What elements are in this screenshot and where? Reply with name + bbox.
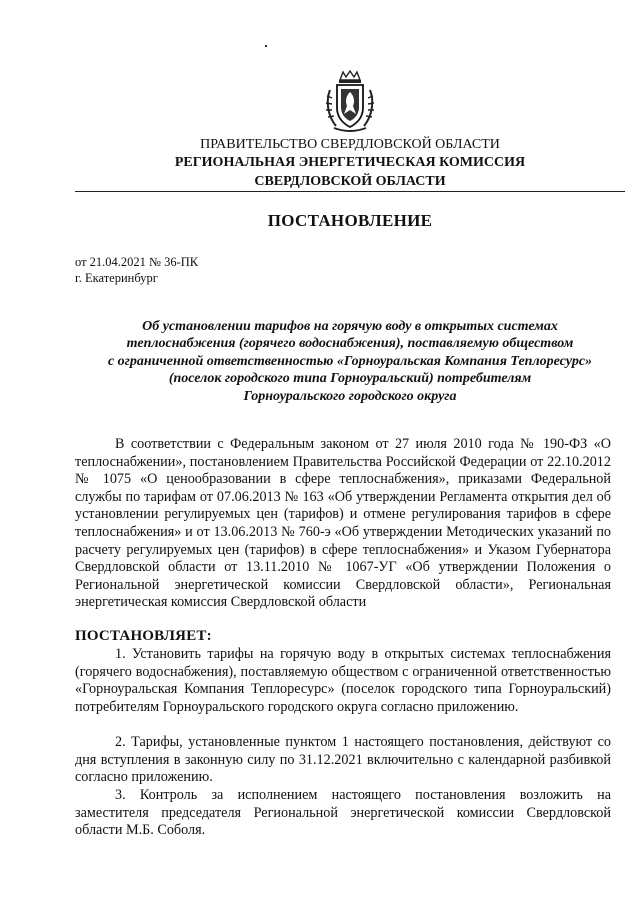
document-date-number: от 21.04.2021 № 36-ПК [75, 255, 199, 269]
document-city: г. Екатеринбург [75, 271, 158, 285]
document-subject [75, 318, 625, 405]
coat-of-arms-icon [324, 70, 376, 134]
subject-line: теплоснабжения (горячего водоснабжения), поставляемую обществом [126, 336, 574, 352]
org-name-government: ПРАВИТЕЛЬСТВО СВЕРДЛОВСКОЙ ОБЛАСТИ [200, 137, 500, 152]
decree-item-3: 3. Контроль за исполнением настоящего постановления возложить на заместителя председателя Региональной энергетической комиссии Свердловской области М.Б. Соболя. [75, 787, 611, 839]
org-name-region: СВЕРДЛОВСКОЙ ОБЛАСТИ [254, 174, 446, 189]
subject-line: (поселок городского типа Горноуральский) потребителям [168, 371, 532, 387]
document-type-title: ПОСТАНОВЛЕНИЕ [267, 211, 433, 230]
org-name-commission: РЕГИОНАЛЬНАЯ ЭНЕРГЕТИЧЕСКАЯ КОМИССИЯ [174, 155, 526, 170]
preamble-paragraph: В соответствии с Федеральным законом от 27 июля 2010 года № 190-ФЗ «О теплоснабжении», постановлением Правительства Российской Федерации от 22.10.2012 № 1075 «О ценообразовании в сфере теплоснабжения», приказами Федеральной службы по тарифам от 07.06.2013 № 163 «Об утверждении Регламента открытия дел об установлении регулируемых цен (тарифов) и отмене регулирования тарифов в сфере теплоснабжения» и от 13.06.2013 № 760-э «Об утверждении Методических указаний по расчету регулируемых цен (тарифов) в сфере теплоснабжения» и Указом Губернатора Свердловской области от 13.11.2010 № 1067-УГ «Об утверждении Положения о Региональной энергетической комиссии Свердловской области», Региональная энергетическая комиссия Свердловской области [75, 436, 611, 611]
subject-line: Горноуральского городского округа [243, 388, 457, 404]
decree-item-2: 2. Тарифы, установленные пунктом 1 настоящего постановления, действуют со дня вступления в законную силу по 31.12.2021 включительно с календарной разбивкой согласно приложению. [75, 734, 611, 786]
subject-line: с ограниченной ответственностью «Горноуральская Компания Теплоресурс» [107, 353, 593, 369]
decree-item-1: 1. Установить тарифы на горячую воду в открытых системах теплоснабжения (горячего водоснабжения), поставляемую обществом с ограниченной ответственностью «Горноуральская Компания Теплоресурс» (поселок городского типа Горноуральский) потребителям Горноуральского городского округа согласно приложению. [75, 646, 611, 715]
subject-line: Об установлении тарифов на горячую воду в открытых системах [142, 319, 558, 334]
decree-word: ПОСТАНОВЛЯЕТ: [75, 628, 212, 644]
scan-speck [265, 45, 267, 47]
header-divider [75, 191, 625, 192]
